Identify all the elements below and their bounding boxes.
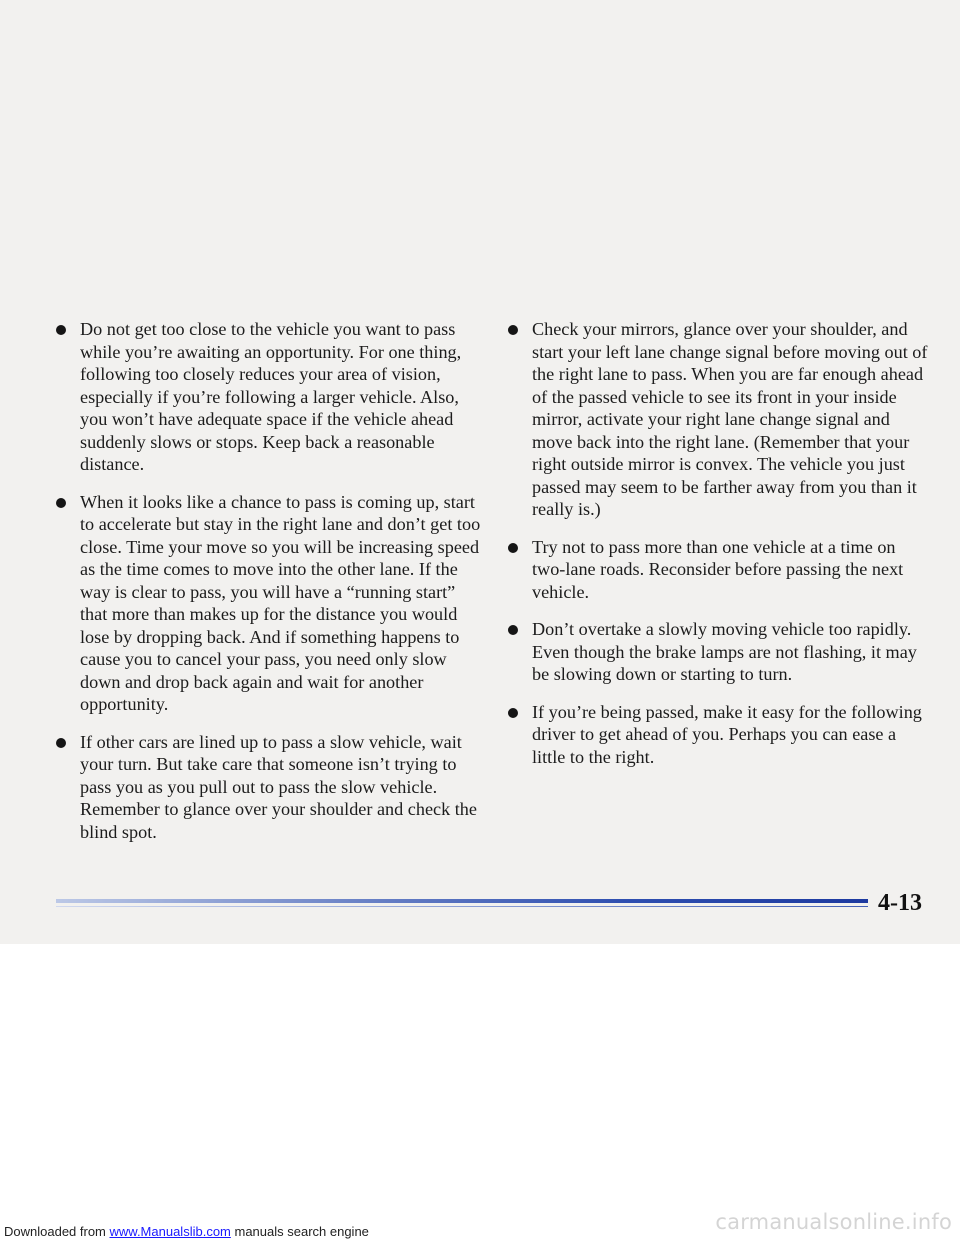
footer-rule-thin — [56, 906, 868, 907]
bullet-text: Try not to pass more than one vehicle at a time on two-lane roads. Reconsider before passing the next vehicle. — [532, 536, 904, 602]
bullet-icon — [508, 325, 518, 335]
bullet-item — [56, 318, 484, 476]
manualslib-link[interactable]: www.Manualslib.com — [109, 1224, 231, 1239]
bullet-icon — [508, 625, 518, 635]
bullet-icon — [56, 498, 66, 508]
bullet-text: If you’re being passed, make it easy for the following driver to get ahead of you. Perhaps you can ease a little to the right. — [532, 701, 922, 767]
bullet-text: Don’t overtake a slowly moving vehicle too rapidly. Even though the brake lamps are not flashing, it may be slowing down or starting to turn. — [532, 619, 917, 684]
bullet-icon — [508, 708, 518, 718]
bullet-item — [508, 536, 928, 604]
bullet-icon — [56, 325, 66, 335]
download-footer — [4, 1224, 369, 1239]
bullet-text: If other cars are lined up to pass a slow vehicle, wait your turn. But take care that someone isn’t trying to pass you as you pull out to pass the slow vehicle. Remember to glance over your shoulder and check the blind spot. — [80, 731, 477, 842]
right-column — [508, 318, 928, 783]
bullet-text: Check your mirrors, glance over your shoulder, and start your left lane change signal before moving out of the right lane to pass. When you are far enough ahead of the passed vehicle to see its front in your inside mirror, activate your right lane change signal and move back into the right lane. (Remember that your right outside mirror is convex. The vehicle you just passed may seem to be farther away from you than it really is.) — [532, 319, 928, 519]
footer-rule-thick — [56, 899, 868, 903]
page-number: 4-13 — [878, 890, 922, 916]
watermark: carmanualsonline.info — [715, 1210, 952, 1234]
bullet-item — [508, 318, 928, 521]
bullet-item — [56, 491, 484, 716]
bullet-item — [508, 618, 928, 686]
bullet-icon — [508, 543, 518, 553]
bullet-text: Do not get too close to the vehicle you want to pass while you’re awaiting an opportunity. For one thing, following too closely reduces your area of vision, especially if you’re following a larger vehicle. Also, you won’t have adequate space if the vehicle ahead suddenly slows or stops. Keep back a reasonable distance. — [80, 319, 462, 474]
bullet-icon — [56, 738, 66, 748]
bullet-item — [508, 701, 928, 769]
footer-prefix: Downloaded from — [4, 1224, 110, 1239]
footer-suffix: manuals search engine — [230, 1224, 369, 1239]
footer-rule — [56, 896, 868, 908]
bullet-text: When it looks like a chance to pass is coming up, start to accelerate but stay in the right lane and don’t get too close. Time your move so you will be increasing speed as the time comes to move into the other lane. If the way is clear to pass, you will have a “running start” that more than makes up for the distance you would lose by dropping back. And if something happens to cause you to cancel your pass, you need only slow down and drop back again and wait for another opportunity. — [80, 491, 481, 714]
left-column — [56, 318, 484, 858]
bullet-item — [56, 731, 484, 844]
